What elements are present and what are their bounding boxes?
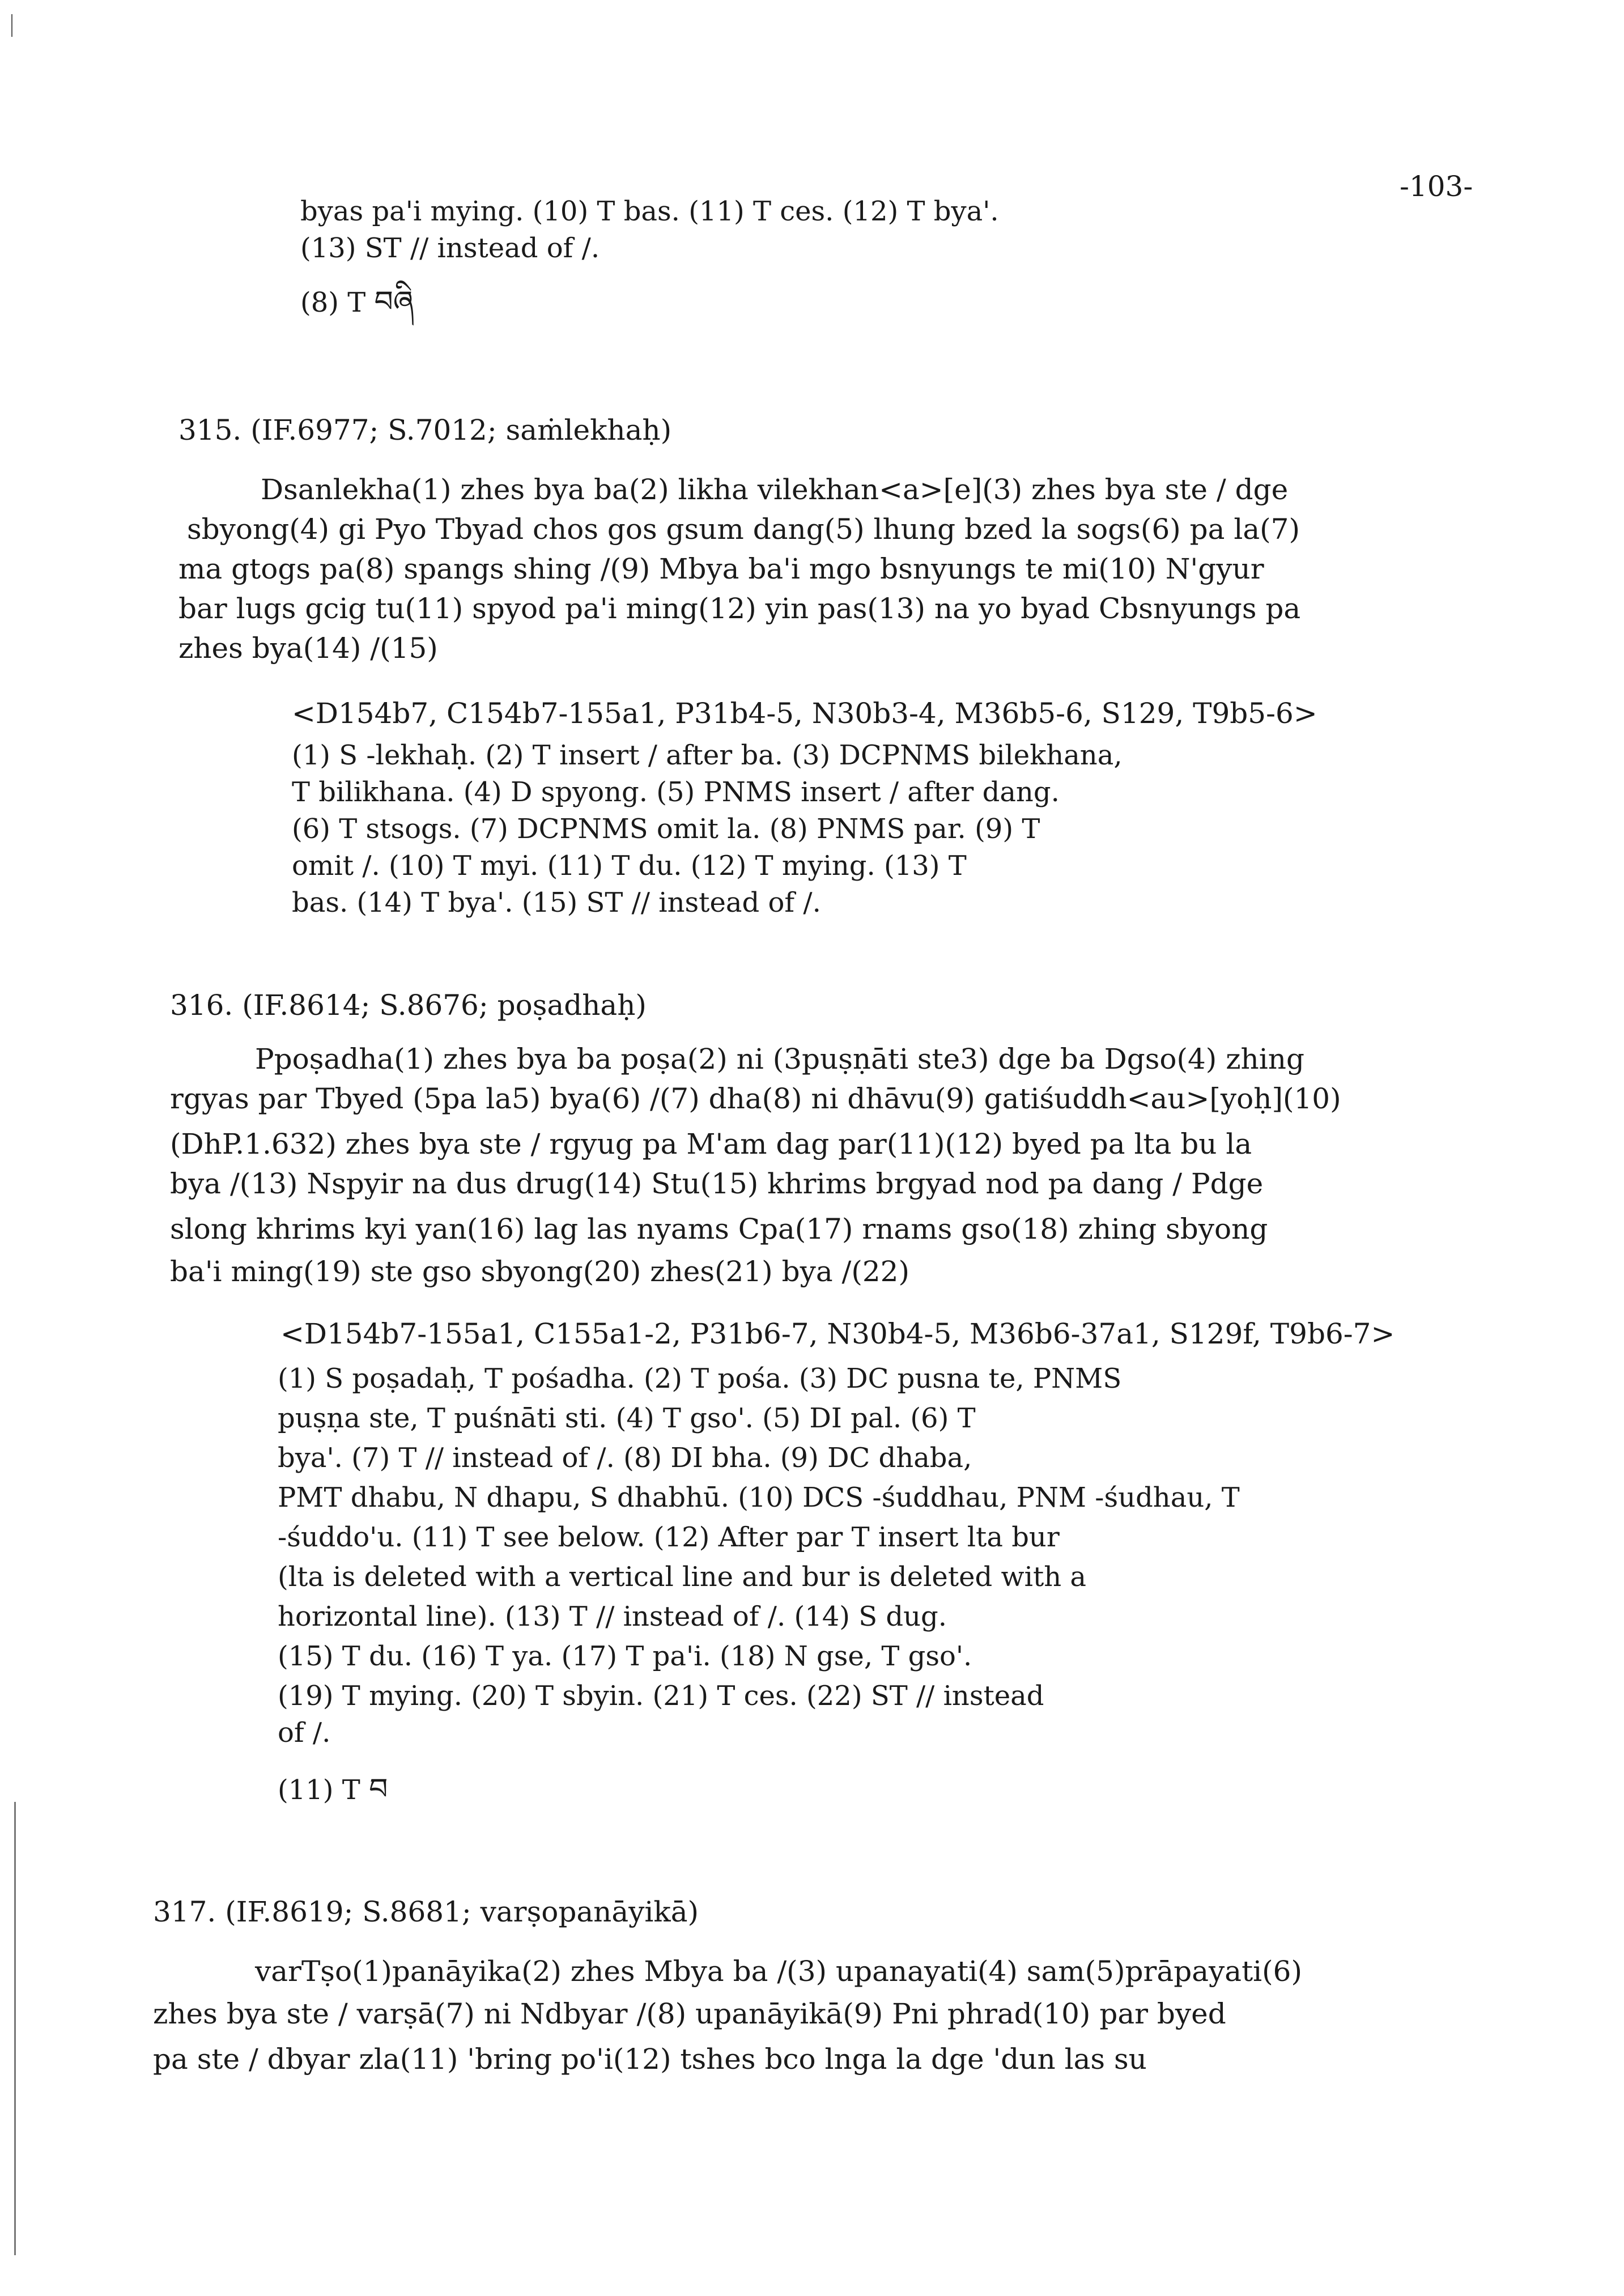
note-line: (6) T stsogs. (7) DCPNMS omit la. (8) PNMS par. (9) T: [292, 813, 1040, 845]
entry-body-line: rgyas par Tbyed (5pa la5) bya(6) /(7) dha(8) ni dhāvu(9) gatiśuddh<au>[yoḥ](10): [170, 1082, 1341, 1115]
note-line: (19) T mying. (20) T sbyin. (21) T ces. (22) ST // instead: [278, 1680, 1044, 1712]
note-line: (1) S -lekhaḥ. (2) T insert / after ba. (3) DCPNMS bilekhana,: [292, 739, 1123, 771]
entry-body-line: slong khrims kyi yan(16) lag las nyams Cpa(17) rnams gso(18) zhing sbyong: [170, 1213, 1268, 1245]
witness-references: <D154b7, C154b7-155a1, P31b4-5, N30b3-4, M36b5-6, S129, T9b5-6>: [292, 697, 1317, 730]
note-line: (lta is deleted with a vertical line and bur is deleted with a: [278, 1561, 1087, 1593]
witness-references: <D154b7-155a1, C155a1-2, P31b6-7, N30b4-5, M36b6-37a1, S129f, T9b6-7>: [280, 1317, 1395, 1350]
note-line: (15) T du. (16) T ya. (17) T pa'i. (18) N gse, T gso'.: [278, 1640, 972, 1672]
note-line: horizontal line). (13) T // instead of /. (14) S dug.: [278, 1601, 947, 1632]
entry-body-line: pa ste / dbyar zla(11) 'bring po'i(12) tshes bco lnga la dge 'dun las su: [153, 2043, 1147, 2076]
top-note-line: byas pa'i mying. (10) T bas. (11) T ces. (12) T bya'.: [300, 195, 999, 227]
entry-body-line: Ppoṣadha(1) zhes bya ba poṣa(2) ni (3puṣṇāti ste3) dge ba Dgso(4) zhing: [255, 1043, 1304, 1075]
note-line: PMT dhabu, N dhapu, S dhabhū. (10) DCS -śuddhau, PNM -śudhau, T: [278, 1482, 1240, 1513]
note-text: (11) T: [278, 1774, 360, 1806]
note-line: [278, 1757, 388, 1839]
top-note-line: [300, 269, 414, 352]
tibetan-glyph: བ: [369, 1772, 388, 1806]
entry-body-line: (DhP.1.632) zhes bya ste / rgyug pa M'am dag par(11)(12) byed pa lta bu la: [170, 1128, 1252, 1160]
note-line: (1) S poṣadaḥ, T pośadha. (2) T pośa. (3) DC pusna te, PNMS: [278, 1363, 1122, 1394]
note-line: omit /. (10) T myi. (11) T du. (12) T mying. (13) T: [292, 850, 967, 882]
entry-body-line: zhes bya ste / varṣā(7) ni Ndbyar /(8) upanāyikā(9) Pni phrad(10) par byed: [153, 1997, 1226, 2030]
note-line: -śuddo'u. (11) T see below. (12) After par T insert lta bur: [278, 1521, 1060, 1553]
entry-body-line: varTṣo(1)panāyika(2) zhes Mbya ba /(3) upanayati(4) sam(5)prāpayati(6): [255, 1955, 1302, 1988]
entry-body-line: bya /(13) Nspyir na dus drug(14) Stu(15) khrims brgyad nod pa dang / Pdge: [170, 1167, 1264, 1200]
note-line: T bilikhana. (4) D spyong. (5) PNMS insert / after dang.: [292, 776, 1060, 808]
top-note-line: (13) ST // instead of /.: [300, 232, 600, 264]
entry-body-line: Dsanlekha(1) zhes bya ba(2) likha vilekhan<a>[e](3) zhes bya ste / dge: [261, 473, 1289, 506]
entry-body-line: bar lugs gcig tu(11) spyod pa'i ming(12) yin pas(13) na yo byad Cbsnyungs pa: [178, 592, 1301, 625]
page-number: -103-: [1400, 170, 1473, 203]
scan-margin-mark: [11, 14, 12, 37]
entry-header: 316. (IF.8614; S.8676; poṣadhaḥ): [170, 989, 647, 1022]
entry-body-line: zhes bya(14) /(15): [178, 632, 438, 665]
note-line: of /.: [278, 1717, 331, 1749]
note-line: bya'. (7) T // instead of /. (8) DI bha. (9) DC dhaba,: [278, 1442, 972, 1474]
tibetan-glyph: བཞི: [374, 285, 414, 319]
note-line: puṣṇa ste, T puśnāti sti. (4) T gso'. (5) DI pal. (6) T: [278, 1402, 976, 1434]
scan-margin-mark: [14, 1802, 16, 2255]
top-note-text: (8) T: [300, 287, 366, 318]
entry-header: 317. (IF.8619; S.8681; varṣopanāyikā): [153, 1895, 699, 1928]
note-line: bas. (14) T bya'. (15) ST // instead of /.: [292, 887, 821, 919]
entry-body-line: ba'i ming(19) ste gso sbyong(20) zhes(21) bya /(22): [170, 1255, 910, 1288]
entry-header: 315. (IF.6977; S.7012; saṁlekhaḥ): [178, 414, 672, 447]
entry-body-line: ma gtogs pa(8) spangs shing /(9) Mbya ba'i mgo bsnyungs te mi(10) N'gyur: [178, 552, 1264, 585]
entry-body-line: sbyong(4) gi Pyo Tbyad chos gos gsum dang(5) lhung bzed la sogs(6) pa la(7): [187, 513, 1300, 546]
